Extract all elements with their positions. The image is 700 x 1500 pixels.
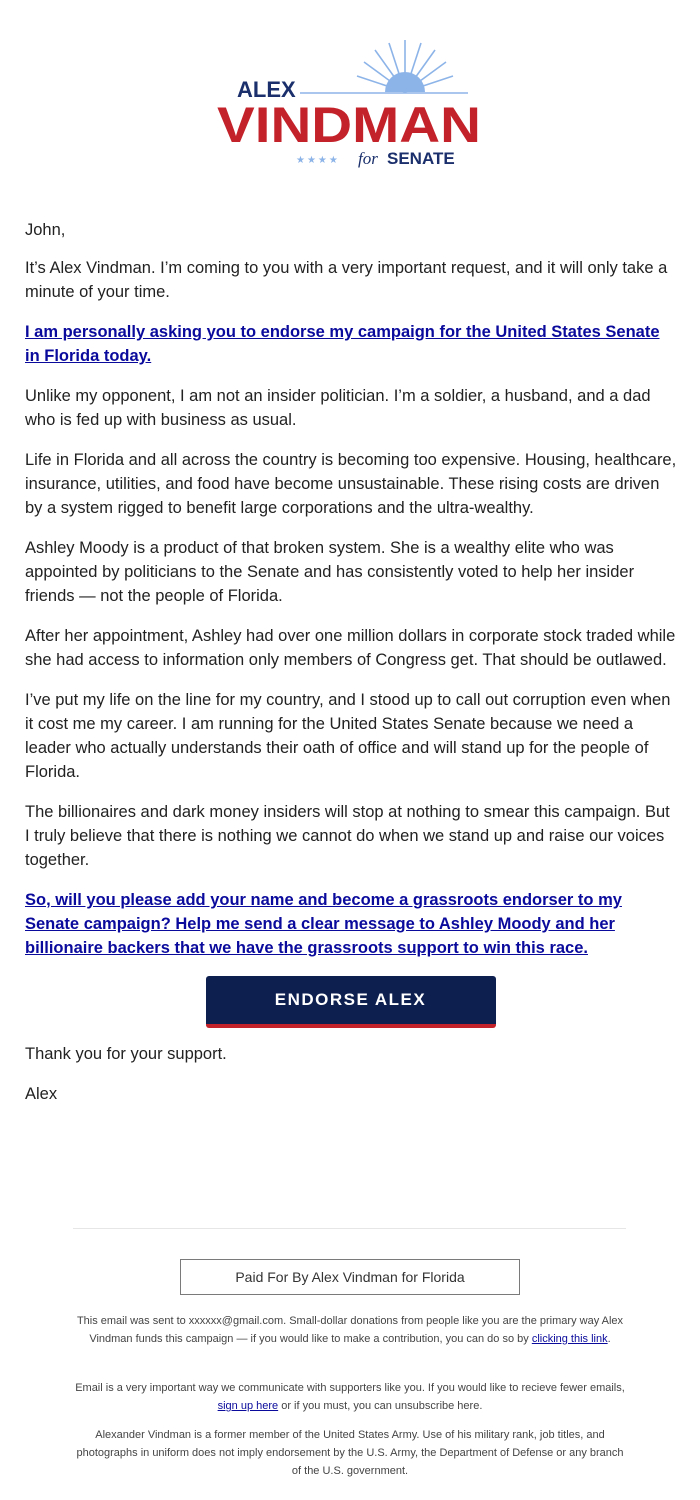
sign-up-link[interactable]: sign up here [217, 1400, 279, 1412]
logo-name-top: ALEX [237, 77, 296, 102]
footer-unsubscribe-text: or if you must, you can unsubscribe here. [278, 1400, 483, 1412]
endorse-alex-button[interactable]: ENDORSE ALEX [206, 976, 496, 1028]
footer-email-text: Email is a very important way we communicate with supporters like you. If you would like to recieve fewer emails, [75, 1382, 625, 1394]
sun-half-icon [385, 72, 425, 92]
paragraph-service: I’ve put my life on the line for my country, and I stood up to call out corruption even when it cost me my career. I am running for the United States Senate because we need a leader who actually understands their oath of office and will stand up for the people of Florida. [25, 691, 671, 781]
paragraph-ashley-moody: Ashley Moody is a product of that broken system. She is a wealthy elite who was appointed by politicians to the Senate and has consistently voted to help her insider friends — not the people of Florida. [25, 539, 635, 605]
footer-disclaimer: Alexander Vindman is a former member of the United States Army. Use of his military rank, job titles, and photographs in uniform does not imply endorsement by the U.S. Army, the Department of Defense or any branch of the U.S. government. [76, 1429, 624, 1477]
grassroots-link-paragraph [25, 888, 677, 960]
paragraph-cost-of-living: Life in Florida and all across the country is becoming too expensive. Housing, healthcare, insurance, utilities, and food have become unsustainable. These rising costs are driven by a system rigged to benefit large corporations and the ultra-wealthy. [25, 451, 677, 517]
email-body [25, 218, 677, 1122]
contribute-link[interactable]: clicking this link [531, 1333, 608, 1345]
signoff: Alex [25, 1085, 58, 1103]
endorse-link-1[interactable]: I am personally asking you to endorse my campaign for the United States Senate in Florida today. [25, 323, 660, 365]
footer-sent-text: This email was sent to xxxxxx@gmail.com. Small-dollar donations from people like you are the primary way Alex Vindman funds this campaign — if you would like to make a contribution, you can do so by [76, 1315, 624, 1345]
logo-stars: ★★★★ [296, 155, 340, 166]
footer-divider [73, 1228, 626, 1229]
footer-sent-to [75, 1312, 625, 1348]
logo-name-main: VINDMAN [217, 97, 481, 153]
logo-office: SENATE [387, 149, 455, 168]
paragraph-stock-trading: After her appointment, Ashley had over one million dollars in corporate stock traded while she had access to information only members of Congress get. That should be outlawed. [25, 627, 676, 669]
endorse-link-paragraph [25, 320, 677, 368]
paragraph-opponent: Unlike my opponent, I am not an insider politician. I’m a soldier, a husband, and a dad who is fed up with business as usual. [25, 387, 651, 429]
paragraph-intro: It’s Alex Vindman. I’m coming to you with a very important request, and it will only take a minute of your time. [25, 259, 668, 301]
thanks-line: Thank you for your support. [25, 1045, 227, 1063]
logo-for: for [358, 149, 378, 168]
paid-for-box: Paid For By Alex Vindman for Florida [180, 1259, 520, 1295]
greeting: John, [25, 221, 66, 239]
cta-container [25, 976, 677, 1028]
footer-sent-suffix: . [607, 1333, 611, 1345]
endorse-link-2[interactable]: So, will you please add your name and become a grassroots endorser to my Senate campaign? Help me send a clear message to Ashley Moody and her billionaire backers that we have the grassroots support to win this race. [25, 891, 622, 957]
paragraph-billionaires: The billionaires and dark money insiders will stop at nothing to smear this campaign. But I truly believe that there is nothing we cannot do when we stand up and raise our voices together. [25, 803, 670, 869]
footer-email-prefs [75, 1379, 625, 1415]
campaign-logo [0, 30, 700, 170]
